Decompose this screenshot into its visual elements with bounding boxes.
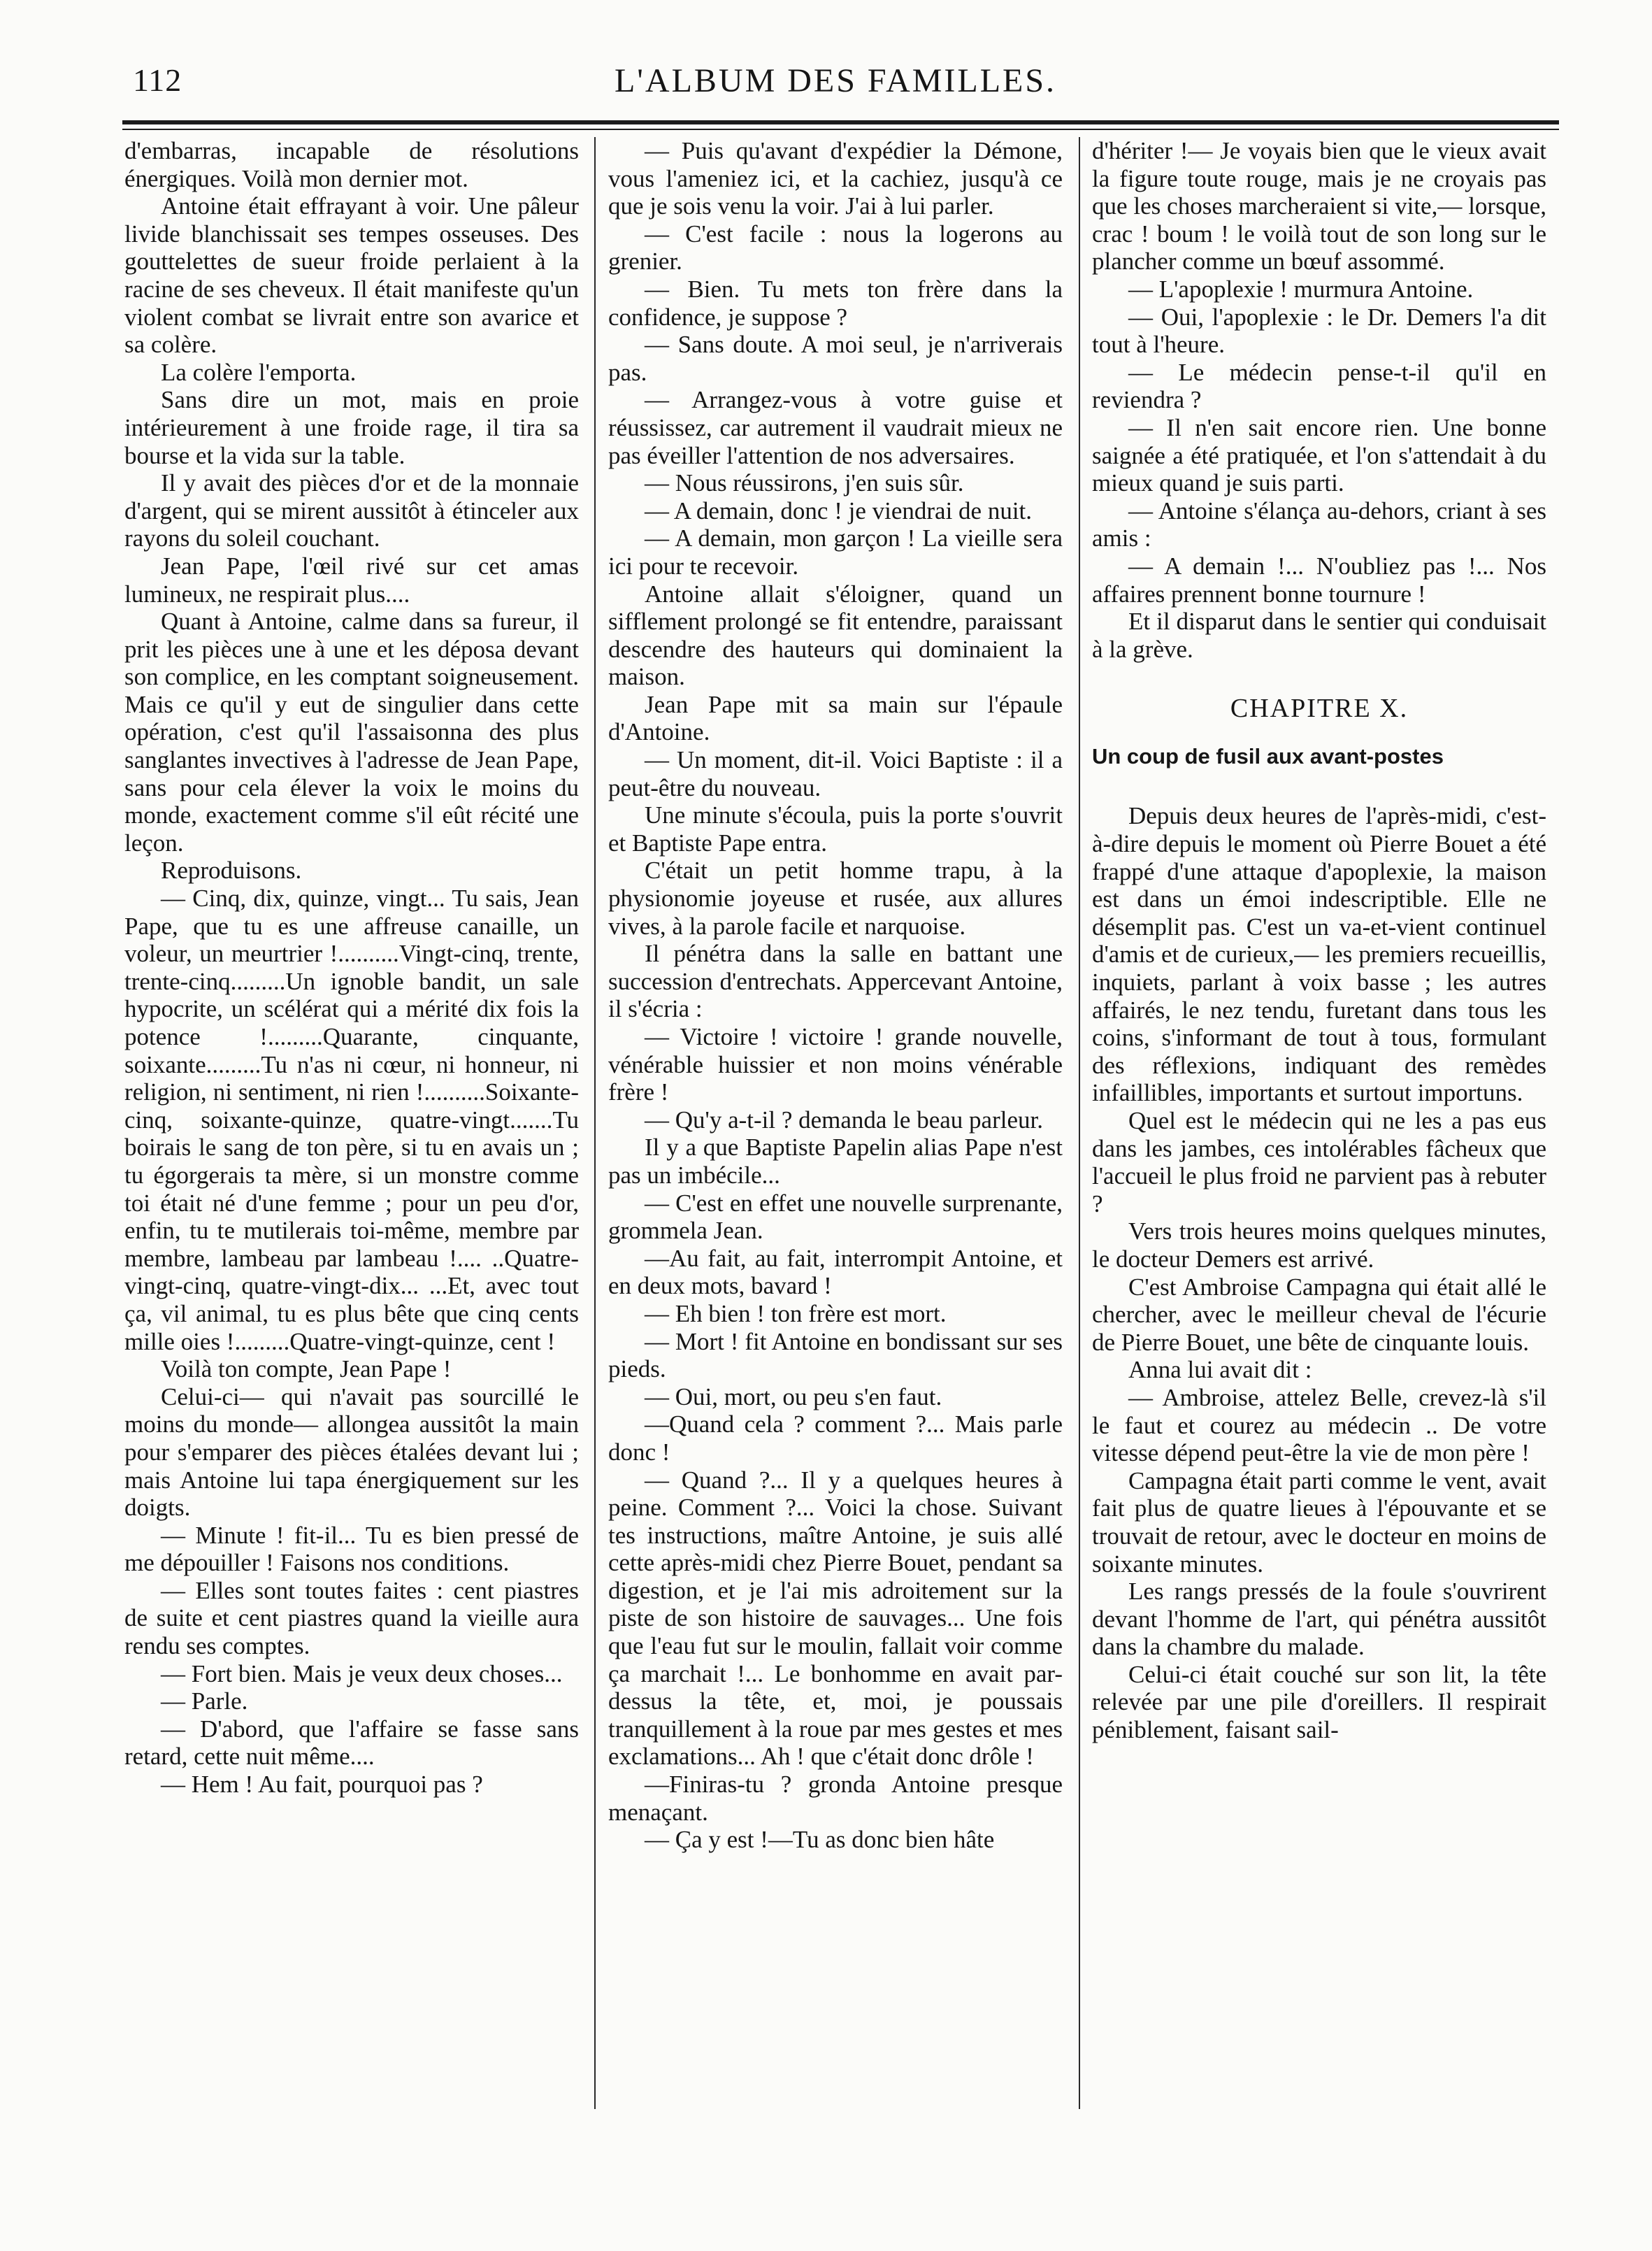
paragraph: — Oui, l'apoplexie : le Dr. Demers l'a dit tout à l'heure.	[1092, 303, 1546, 359]
paragraph: Celui-ci était couché sur son lit, la tête relevée par une pile d'oreillers. Il respirait péniblement, faisant sail-	[1092, 1660, 1546, 1744]
paragraph: — Bien. Tu mets ton frère dans la confidence, je suppose ?	[608, 275, 1063, 331]
paragraph: La colère l'emporta.	[161, 358, 357, 386]
page-header	[133, 62, 1538, 110]
paragraph: — L'apoplexie ! murmura Antoine.	[1128, 275, 1474, 303]
paragraph: Jean Pape, l'œil rivé sur cet amas lumineux, ne respirait plus....	[124, 552, 579, 608]
page-number: 112	[133, 62, 182, 98]
paragraph: Et il disparut dans le sentier qui conduisait à la grève.	[1092, 608, 1546, 663]
paragraph: — C'est en effet une nouvelle surprenante, grommela Jean.	[608, 1189, 1063, 1245]
paragraph: Vers trois heures moins quelques minutes, le docteur Demers est arrivé.	[1092, 1217, 1546, 1273]
paragraph: Une minute s'écoula, puis la porte s'ouvrit et Baptiste Pape entra.	[608, 801, 1063, 857]
paragraph: — A demain !... N'oubliez pas !... Nos affaires prennent bonne tournure !	[1092, 552, 1546, 608]
text-column-2	[608, 137, 1063, 1854]
paragraph: — Il n'en sait encore rien. Une bonne saignée a été pratiquée, et l'on s'attendait à du mieux quand je suis parti.	[1092, 413, 1546, 497]
paragraph: —Finiras-tu ? gronda Antoine presque menaçant.	[608, 1771, 1063, 1826]
header-rule-thin	[122, 129, 1559, 130]
paragraph: — Arrangez-vous à votre guise et réussissez, car autrement il vaudrait mieux ne pas éveiller l'attention de nos adversaires.	[608, 386, 1063, 469]
paragraph: d'embarras, incapable de résolutions énergiques. Voilà mon dernier mot.	[124, 137, 579, 192]
paragraph: C'était un petit homme trapu, à la physionomie joyeuse et rusée, aux allures vives, à la parole facile et narquoise.	[608, 857, 1063, 940]
paragraph: Celui-ci— qui n'avait pas sourcillé le moins du monde— allongea aussitôt la main pour s'emparer des pièces étalées devant lui ; mais Antoine lui tapa énergiquement sur les doigts.	[124, 1382, 579, 1522]
paragraph: — Mort ! fit Antoine en bondissant sur ses pieds.	[608, 1327, 1063, 1383]
paragraph: — Qu'y a-t-il ? demanda le beau parleur.	[645, 1106, 1043, 1134]
paragraph: — Le médecin pense-t-il qu'il en reviendra ?	[1092, 358, 1546, 414]
paragraph: Jean Pape mit sa main sur l'épaule d'Antoine.	[608, 690, 1063, 746]
paragraph: Sans dire un mot, mais en proie intérieurement à une froide rage, il tira sa bourse et la vida sur la table.	[124, 386, 579, 469]
chapter-subtitle: Un coup de fusil aux avant-postes	[1092, 743, 1444, 769]
running-title: L'ALBUM DES FAMILLES.	[614, 62, 1057, 99]
paragraph: Campagna était parti comme le vent, avait fait plus de quatre lieues à l'épouvante et se trouvait de retour, avec le docteur en moins de soixante minutes.	[1092, 1466, 1546, 1578]
paragraph: — D'abord, que l'affaire se fasse sans retard, cette nuit même....	[124, 1715, 579, 1771]
paragraph: — Quand ?... Il y a quelques heures à peine. Comment ?... Voici la chose. Suivant tes instructions, maître Antoine, je suis allé cette après-midi chez Pierre Bouet, pendant sa digestion, et je l'ai mis adroitement sur la piste de son histoire de sauvages... Une fois que l'eau fut sur le moulin, fallait voir comme ça marchait !... Le bonhomme en avait par-dessus la tête, et, moi, je poussais tranquillement à la roue par mes gestes et mes exclamations... Ah ! que c'était donc drôle !	[608, 1466, 1063, 1771]
paragraph: Les rangs pressés de la foule s'ouvrirent devant l'homme de l'art, qui pénétra aussitôt dans la chambre du malade.	[1092, 1578, 1546, 1661]
text-column-3	[1092, 137, 1546, 1744]
text-column-1	[124, 137, 579, 1799]
chapter-heading: CHAPITRE X.	[1230, 694, 1409, 724]
paragraph: — Ambroise, attelez Belle, crevez-là s'il le faut et courez au médecin .. De votre vitesse dépend peut-être la vie de mon père !	[1092, 1383, 1546, 1467]
paragraph: Reproduisons.	[161, 857, 302, 885]
paragraph: Anna lui avait dit :	[1128, 1356, 1312, 1384]
paragraph: C'est Ambroise Campagna qui était allé le chercher, avec le meilleur cheval de l'écurie de Pierre Bouet, une bête de cinquante louis.	[1092, 1273, 1546, 1356]
header-rule-thick	[122, 120, 1559, 124]
paragraph: — Fort bien. Mais je veux deux choses...	[161, 1659, 563, 1687]
paragraph: — Minute ! fit-il... Tu es bien pressé de me dépouiller ! Faisons nos conditions.	[124, 1521, 579, 1577]
paragraph: — Ça y est !—Tu as donc bien hâte	[645, 1826, 995, 1854]
paragraph: — Sans doute. A moi seul, je n'arriverais pas.	[608, 331, 1063, 386]
paragraph: Antoine était effrayant à voir. Une pâleur livide blanchissait ses tempes osseuses. Des gouttelettes de sueur froide perlaient à la racine de ses cheveux. Il était manifeste qu'un violent combat se livrait entre son avarice et sa colère.	[124, 192, 579, 359]
paragraph: — A demain, mon garçon ! La vieille sera ici pour te recevoir.	[608, 524, 1063, 580]
paragraph: Depuis deux heures de l'après-midi, c'est-à-dire depuis le moment où Pierre Bouet a été frappé d'une attaque d'apoplexie, la maison est dans un émoi indescriptible. Elle ne désemplit pas. C'est un va-et-vient continuel d'amis et de curieux,— les premiers recueillis, inquiets, parlant à voix basse ; les autres affairés, le nez tendu, furetant dans tous les coins, s'informant de tout à tous, formulant des réflexions, indiquant des remèdes infaillibles, importants et surtout importuns.	[1092, 802, 1546, 1107]
paragraph: — C'est facile : nous la logerons au grenier.	[608, 220, 1063, 276]
paragraph: Antoine allait s'éloigner, quand un sifflement prolongé se fit entendre, paraissant descendre des hauteurs qui dominaient la maison.	[608, 580, 1063, 691]
paragraph: Quel est le médecin qui ne les a pas eus dans les jambes, ces intolérables fâcheux que l'accueil le plus froid ne parvient pas à rebuter ?	[1092, 1107, 1546, 1217]
paragraph: Il pénétra dans la salle en battant une succession d'entrechats. Appercevant Antoine, il s'écria :	[608, 940, 1063, 1023]
paragraph: — Nous réussirons, j'en suis sûr.	[645, 469, 964, 497]
paragraph: — Oui, mort, ou peu s'en faut.	[645, 1382, 942, 1410]
paragraph: — A demain, donc ! je viendrai de nuit.	[645, 496, 1033, 524]
paragraph: — Antoine s'élança au-dehors, criant à ses amis :	[1092, 496, 1546, 552]
paragraph: — Eh bien ! ton frère est mort.	[645, 1299, 947, 1327]
paragraph: — Cinq, dix, quinze, vingt... Tu sais, Jean Pape, que tu es une affreuse canaille, un voleur, un meurtrier !..........Vingt-cinq, trente, trente-cinq.........Un ignoble bandit, un sale hypocrite, un scélérat qui a mérité dix fois la potence !.........Quarante, cinquante, soixante.........Tu n'as ni cœur, ni honneur, ni religion, ni sentiment, ni rien !..........Soixante-cinq, soixante-quinze, quatre-vingt.......Tu boirais le sang de ton père, si tu en avais un ; tu égorgerais ta mère, si un monstre comme toi était né d'une femme ; pour un peu d'or, enfin, tu te mutilerais toi-même, membre par membre, lambeau par lambeau !.... ..Quatre-vingt-cinq, quatre-vingt-dix... ...Et, avec tout ça, vil animal, tu es plus bête que cinq cents mille oies !.........Quatre-vingt-quinze, cent !	[124, 885, 579, 1355]
column-divider	[1079, 137, 1080, 2109]
paragraph: d'hériter !— Je voyais bien que le vieux avait la figure toute rouge, mais je ne croyais pas que les choses marcheraient si vite,— lorsque, crac ! boum ! le voilà tout de son long sur le plancher comme un bœuf assommé.	[1092, 137, 1546, 276]
paragraph: — Victoire ! victoire ! grande nouvelle, vénérable huissier et non moins vénérable frère !	[608, 1023, 1063, 1106]
paragraph: —Au fait, au fait, interrompit Antoine, et en deux mots, bavard !	[608, 1244, 1063, 1300]
paragraph: Voilà ton compte, Jean Pape !	[161, 1355, 452, 1383]
paragraph: — Elles sont toutes faites : cent piastres de suite et cent piastres quand la vieille aura rendu ses comptes.	[124, 1576, 579, 1660]
paragraph: — Puis qu'avant d'expédier la Démone, vous l'ameniez ici, et la cachiez, jusqu'à ce que je sois venu la voir. J'ai à lui parler.	[608, 137, 1063, 220]
paragraph: —Quand cela ? comment ?... Mais parle donc !	[608, 1410, 1063, 1466]
paragraph: — Parle.	[161, 1687, 248, 1715]
paragraph: Il y avait des pièces d'or et de la monnaie d'argent, qui se mirent aussitôt à étinceler aux rayons du soleil couchant.	[124, 469, 579, 552]
paragraph: — Hem ! Au fait, pourquoi pas ?	[161, 1771, 483, 1799]
paragraph: Il y a que Baptiste Papelin alias Pape n'est pas un imbécile...	[608, 1134, 1063, 1189]
paragraph: — Un moment, dit-il. Voici Baptiste : il a peut-être du nouveau.	[608, 746, 1063, 801]
paragraph: Quant à Antoine, calme dans sa fureur, il prit les pièces une à une et les déposa devant son complice, en les comptant soigneusement. Mais ce qu'il y eut de singulier dans cette opération, c'est qu'il l'assaisonna des plus sanglantes invectives à l'adresse de Jean Pape, sans pour cela élever la voix le moins du monde, exactement comme s'il eût récité une leçon.	[124, 608, 579, 857]
column-divider	[594, 137, 596, 2109]
